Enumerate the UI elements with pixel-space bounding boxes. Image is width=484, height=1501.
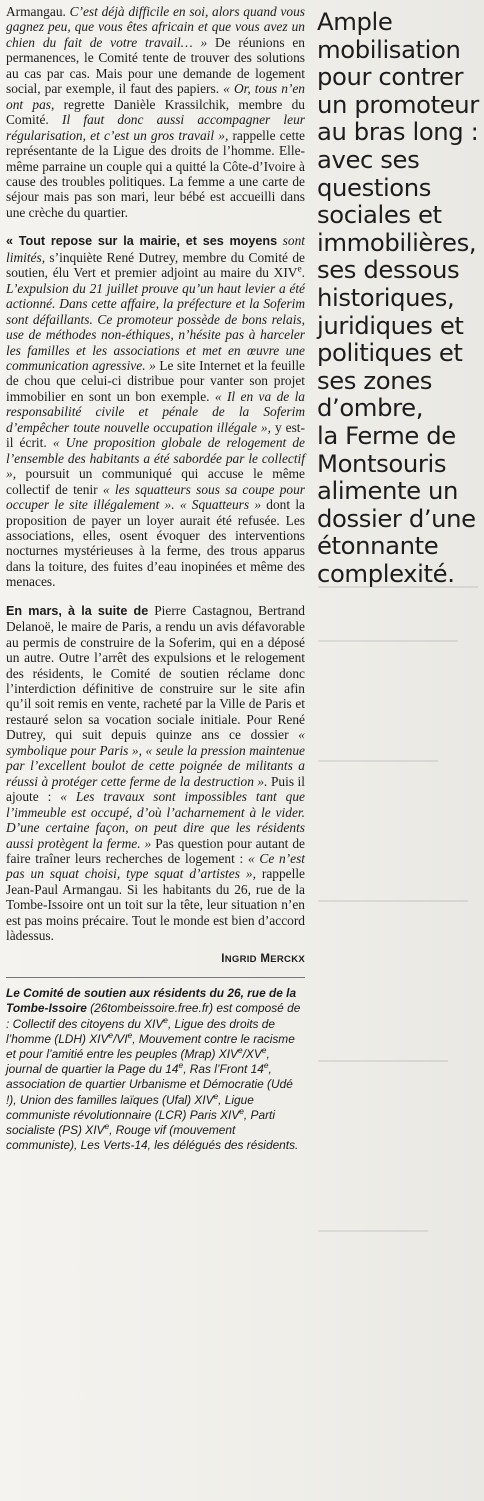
text-run: s’inquiète René Dutrey, membre du Comité de soutien, élu Vert et premier adjoint au maire du XIV [6, 249, 305, 281]
pull-quote-line: un promoteur [317, 89, 479, 119]
text-run: Le site Internet et la feuille de chou que celui-ci distribue pour vanter son projet immobilier en sont un bon exemple. [6, 357, 305, 404]
text-run: , journal de quartier la Page du 14 [6, 1047, 270, 1077]
pull-quote-line: immobilières, [317, 227, 477, 257]
bleed-through-mark [318, 1060, 448, 1062]
bleed-through-mark [318, 1230, 428, 1232]
text-run: (26tombeissoire.free.fr) est composé de : Collectif des citoyens du XIV [6, 1001, 301, 1031]
text-run: , Ligue communiste révolutionnaire (LCR) Paris XIV [6, 1092, 254, 1122]
quoted-text: « symbolique pour Paris », [6, 727, 305, 758]
text-run: De réunions en permanences, le Comité tente de trouver des solutions au cas par cas. Mais pour une demande de logement social, par exemple, il faut des papiers. [6, 34, 305, 97]
superscript-text: e [239, 1105, 244, 1116]
pull-quote-line: juridiques et [317, 310, 464, 340]
superscript-text: e [104, 1121, 110, 1132]
box-body [6, 1001, 300, 1152]
quoted-text: « Les travaux sont impossibles tant que l’immeuble est occupé, d’où l’acharnement à le vider. D’une certaine façon, on peut dire que les résidents aussi protègent la ferme. » [6, 789, 305, 851]
text-run: y est-il écrit. [6, 419, 305, 451]
paragraph-3-body [6, 603, 305, 944]
pull-quote-line: d’ombre, [317, 393, 424, 423]
superscript-text: e [163, 1014, 168, 1025]
text-run: dont la proposition de payer un loyer aurait été refusée. Les associations, elles, osent évoquer des interventions nocturnes mystérieuses à la ferme, des trous apparus dans la toiture, des fuites d’eau inopinées et même des menaces. [6, 497, 305, 590]
pull-quote-line: questions [317, 172, 432, 202]
quoted-text: « Ce n’est pas un squat choisi, type squat d’artistes », [6, 851, 306, 882]
text-run: , Ras l’Front 14 [183, 1062, 264, 1077]
pull-quote-line: au bras long : [317, 117, 479, 147]
pull-quote-line: politiques et [317, 338, 463, 368]
superscript-text: e [263, 1060, 269, 1071]
text-run: , association de quartier Urbanisme et Démocratie (Udé !), Union des familles laïques (Ufal) XIV [6, 1062, 293, 1107]
quoted-text: C’est déjà difficile en soi, alors quand vous gagnez peu, que vous êtes africain et que vous avez un chien du fait de votre travail… » [6, 4, 306, 50]
box-lead-in: Le Comité de soutien aux résidents du 26, rue de la Tombe-Issoire [6, 986, 297, 1016]
paragraph-3-lead-in: En mars, à la suite de [6, 603, 149, 618]
bleed-through-mark [318, 586, 478, 588]
quoted-text: « Il en va de la responsabilité civile et pénale de la Soferim d’empêcher toute nouvelle occupation illégale », [6, 388, 305, 435]
text-run: /VI [113, 1031, 128, 1046]
superscript-text: e [127, 1029, 133, 1040]
superscript-text: e [108, 1029, 114, 1040]
quoted-text: sont limités, [6, 233, 305, 265]
quoted-text: « Une proposition globale de relogement de l’ensemble des habitants a été sabordée par le collectif », [6, 435, 305, 482]
superscript-text: e [237, 1045, 243, 1056]
pull-quote [317, 8, 484, 587]
article-column [6, 4, 305, 1153]
text-run: poursuit un communiqué qui accuse le même collectif de tenir [6, 466, 305, 497]
pull-quote-line: pour contrer [317, 62, 464, 92]
pull-quote-line: étonnante [317, 531, 439, 561]
pull-quote-line: avec ses [317, 144, 420, 174]
text-run: . [301, 265, 305, 281]
article-paragraph-3 [6, 603, 305, 944]
pull-quote-line: ses dessous [317, 255, 460, 285]
pull-quote-line: sociales et [317, 200, 442, 230]
text-run: rappelle Jean-Paul Armangau. Si les habitants du 26, rue de la Tombe-Issoire ont un toit sur la tête, leur situation n’en est pas moins précaire. Tout le monde est bien d’accord làdessus. [6, 866, 306, 944]
text-run: , Ligue des droits de l’homme (LDH) XIV [6, 1016, 276, 1046]
quoted-text: Il faut donc aussi accompagner leur régularisation, et c’est un gros travail », [6, 112, 306, 143]
text-run: Pierre Castagnou, Bertrand Delanoë, le maire de Paris, a rendu un avis défavorable au permis de construire de la Soferim, qui en a déposé un autre. Outre l’arrêt des expulsions et le relogement des résidents, le Comité de soutien réclame donc l’interdiction définitive de construire sur le site afin qu’il soit remis en vente, racheté par la Ville de Paris et restauré selon sa vocation sociale initiale. Pour René Dutrey, qui suit depuis quinze ans ce dossier [6, 602, 305, 743]
superscript-text: e [297, 264, 302, 275]
pull-quote-line: alimente un [317, 476, 459, 506]
paragraph-2-body [6, 233, 305, 589]
quoted-text: « seule la pression maintenue par l’excellent boulot de cette poignée de militants a réussi à protéger cette ferme de la destruction ». [6, 742, 305, 789]
article-paragraph-2 [6, 233, 305, 589]
pull-quote-line: historiques, [317, 282, 455, 312]
text-run: , Rouge vif (mouvement communiste), Les Verts-14, les délégués des résidents. [6, 1123, 299, 1153]
superscript-text: e [178, 1060, 184, 1071]
paragraph-2-lead-in: « Tout repose sur la mairie, et ses moyens [6, 234, 278, 249]
text-run: /XV [242, 1047, 262, 1061]
section-divider [6, 977, 305, 978]
text-run: Armangau. [6, 4, 70, 19]
pull-quote-line: Ample [317, 7, 393, 36]
pull-quote-line: complexité. [317, 558, 455, 588]
pull-quote-line: ses zones [317, 365, 433, 395]
text-run: , Parti socialiste (PS) XIV [6, 1107, 275, 1138]
bleed-through-mark [318, 640, 458, 642]
text-run: Pas question pour autant de faire traîner leurs recherches de logement : [6, 835, 305, 867]
text-run: , Mouvement contre le racisme et pour l’amitié entre les peuples (Mrap) XIV [6, 1031, 295, 1061]
pull-quote-line: dossier d’une [317, 503, 476, 533]
bleed-through-mark [318, 900, 468, 902]
article-paragraph-1 [6, 4, 305, 220]
pull-quote-line: mobilisation [317, 34, 461, 64]
support-committee-box [6, 986, 305, 1153]
text-run: regrette Danièle Krassilchik, membre du Comité. [6, 96, 305, 128]
pull-quote-line: Montsouris [317, 448, 447, 478]
superscript-text: e [261, 1045, 267, 1056]
quoted-text: « les squatteurs sous sa coupe pour occuper le site illégalement ». « Squatteurs » [6, 481, 305, 513]
quoted-text: L’expulsion du 21 juillet prouve qu’un haut levier a été actionné. Dans cette affaire, la préfecture et la Soferim sont défaillants. Ce promoteur possède de bons relais, use de méthodes non-éthiques, n’hésite pas à harceler les familles et les associations et met en œuvre une communication agressive. » [6, 280, 305, 373]
text-run: Puis il ajoute : [6, 773, 305, 805]
author-signature: INGRID MERCKX [221, 952, 305, 965]
bleed-through-mark [318, 760, 438, 762]
text-run: rappelle cette représentante de la Ligue des droits de l’homme. Elle-même parraine un couple qui a quitté la Côte-d’Ivoire à cause des troubles politiques. La femme a une carte de séjour mais pas son mari, leur bébé est accueilli dans une crèche du quartier. [6, 127, 305, 220]
quoted-text: « Or, tous n’en ont pas, [6, 81, 305, 112]
superscript-text: e [213, 1090, 219, 1101]
pull-quote-line: la Ferme de [317, 420, 456, 450]
